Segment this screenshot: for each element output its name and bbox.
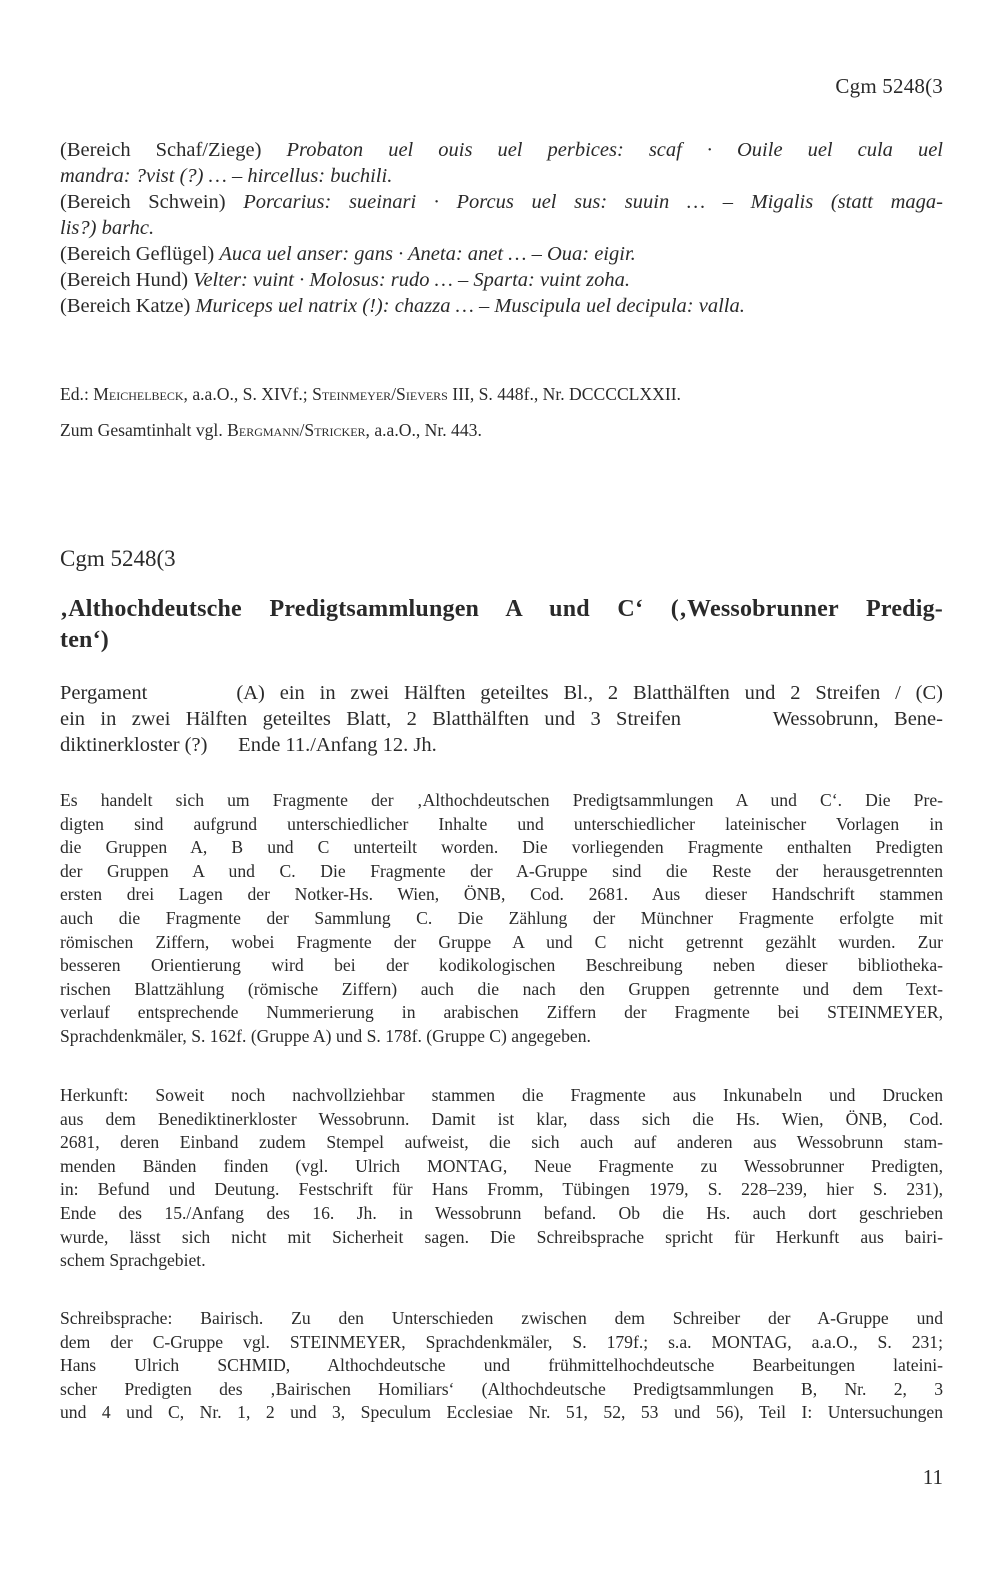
paragraph-line: der Gruppen A und C. Die Fragmente der A-Gruppe sind die Reste der herausgetrennten (60, 860, 943, 881)
running-head: Cgm 5248(3 (835, 74, 943, 98)
signature-heading: Cgm 5248(3 (60, 546, 176, 571)
description-line: ein in zwei Hälften geteiltes Blatt, 2 Blatthälften und 3 Streifen Wessobrunn, Bene- (60, 708, 943, 730)
paragraph-line: Herkunft: Soweit noch nachvollziehbar stammen die Fragmente aus Inkunabeln und Drucken (60, 1085, 943, 1105)
paragraph-line: dem der C-Gruppe vgl. STEINMEYER, Sprachdenkmäler, S. 179f.; s.a. MONTAG, a.a.O., S. 231; (60, 1331, 943, 1352)
paragraph-line: Es handelt sich um Fragmente der ‚Althochdeutschen Predigtsammlungen A und C‘. Die Pre- (60, 790, 943, 810)
glossary-line: (Bereich Katze) Muriceps uel natrix (!): chazza … – Muscipula uel decipula: valla. (60, 295, 745, 317)
paragraph-line: rischen Blattzählung (römische Ziffern) auch die nach den Gruppen getrennte und dem Text- (60, 978, 943, 999)
paragraph-line: Hans Ulrich SCHMID, Althochdeutsche und frühmittelhochdeutsche Bearbeitungen lateini- (60, 1355, 943, 1376)
gesamtinhalt-line: Zum Gesamtinhalt vgl. Bergmann/Stricker, a.a.O., Nr. 443. (60, 420, 482, 440)
page-number: 11 (922, 1465, 943, 1489)
paragraph-line: aus dem Benediktinerkloster Wessobrunn. Damit ist klar, dass sich die Hs. Wien, ÖNB, Cod. (60, 1108, 943, 1129)
paragraph-line: römischen Ziffern, wobei Fragmente der Gruppe A und C nicht getrennt gezählt wurden. Zur (60, 931, 943, 952)
glossary-line: (Bereich Schaf/Ziege) Probaton uel ouis uel perbices: scaf · Ouile uel cula uel (60, 139, 944, 161)
paragraph-line: und 4 und C, Nr. 1, 2 und 3, Speculum Ecclesiae Nr. 51, 52, 53 und 56), Teil I: Untersuchungen (60, 1402, 943, 1423)
paragraph-line: scher Predigten des ‚Bairischen Homiliars‘ (Althochdeutsche Predigtsammlungen B, Nr. 2, 3 (60, 1378, 943, 1399)
paragraph-language (60, 1307, 943, 1425)
paragraph-contents (60, 789, 943, 1049)
glossary-line: (Bereich Schwein) Porcarius: sueinari · Porcus uel sus: suuin … – Migalis (statt maga- (60, 191, 943, 213)
paragraph-line: verlauf entsprechende Nummerierung in arabischen Ziffern der Fragmente bei STEINMEYER, (60, 1002, 943, 1023)
paragraph-line: wurde, lässt sich nicht mit Sicherheit sagen. Die Schreibsprache spricht für Herkunft aus bairi- (60, 1226, 943, 1247)
paragraph-provenance (60, 1084, 943, 1273)
title-line: ten‘) (60, 627, 109, 653)
paragraph-line: menden Bänden finden (vgl. Ulrich MONTAG, Neue Fragmente zu Wessobrunner Predigten, (60, 1155, 943, 1176)
paragraph-line: schem Sprachgebiet. (60, 1250, 206, 1271)
glossary-line: (Bereich Geflügel) Auca uel anser: gans · Aneta: anet … – Oua: eigir. (60, 243, 636, 265)
title-line: ‚Althochdeutsche Predigtsammlungen A und C‘ (‚Wessobrunner Predig- (60, 596, 943, 622)
physical-description (60, 680, 943, 758)
paragraph-line: digten sind aufgrund unterschiedlicher Inhalte und unterschiedlicher lateinischer Vorlagen in (60, 813, 943, 834)
paragraph-line: Sprachdenkmäler, S. 162f. (Gruppe A) und S. 178f. (Gruppe C) angegeben. (60, 1025, 591, 1046)
glossary-line: mandra: ?vist (?) … – hircellus: buchili. (60, 165, 393, 187)
glossary-block (60, 137, 943, 319)
paragraph-line: besseren Orientierung wird bei der kodikologischen Beschreibung neben dieser bibliotheka- (60, 955, 943, 976)
work-title (60, 594, 943, 656)
paragraph-line: ersten drei Lagen der Notker-Hs. Wien, ÖNB, Cod. 2681. Aus dieser Handschrift stammen (60, 884, 943, 905)
paragraph-line: 2681, deren Einband zudem Stempel aufweist, die sich auch auf anderen aus Wessobrunn stam- (60, 1132, 943, 1153)
edition-line: Ed.: Meichelbeck, a.a.O., S. XIVf.; Steinmeyer/Sievers III, S. 448f., Nr. DCCCCLXXII. (60, 384, 681, 404)
description-line: Pergament (A) ein in zwei Hälften geteiltes Bl., 2 Blatthälften und 2 Streifen / (C) (60, 682, 943, 704)
glossary-line: (Bereich Hund) Velter: vuint · Molosus: rudo … – Sparta: vuint zoha. (60, 269, 630, 291)
paragraph-line: auch die Fragmente der Sammlung C. Die Zählung der Münchner Fragmente erfolgte mit (60, 907, 943, 928)
paragraph-line: in: Befund und Deutung. Festschrift für Hans Fromm, Tübingen 1979, S. 228–239, hier S. 231), (60, 1179, 943, 1200)
page (60, 0, 943, 1573)
paragraph-line: Ende des 15./Anfang des 16. Jh. in Wessobrunn befand. Ob die Hs. auch dort geschrieben (60, 1202, 943, 1223)
paragraph-line: die Gruppen A, B und C unterteilt worden. Die vorliegenden Fragmente enthalten Predigten (60, 837, 943, 858)
glossary-line: lis?) barhc. (60, 217, 155, 239)
paragraph-line: Schreibsprache: Bairisch. Zu den Unterschieden zwischen dem Schreiber der A-Gruppe und (60, 1308, 943, 1328)
description-line: diktinerkloster (?) Ende 11./Anfang 12. Jh. (60, 734, 437, 756)
